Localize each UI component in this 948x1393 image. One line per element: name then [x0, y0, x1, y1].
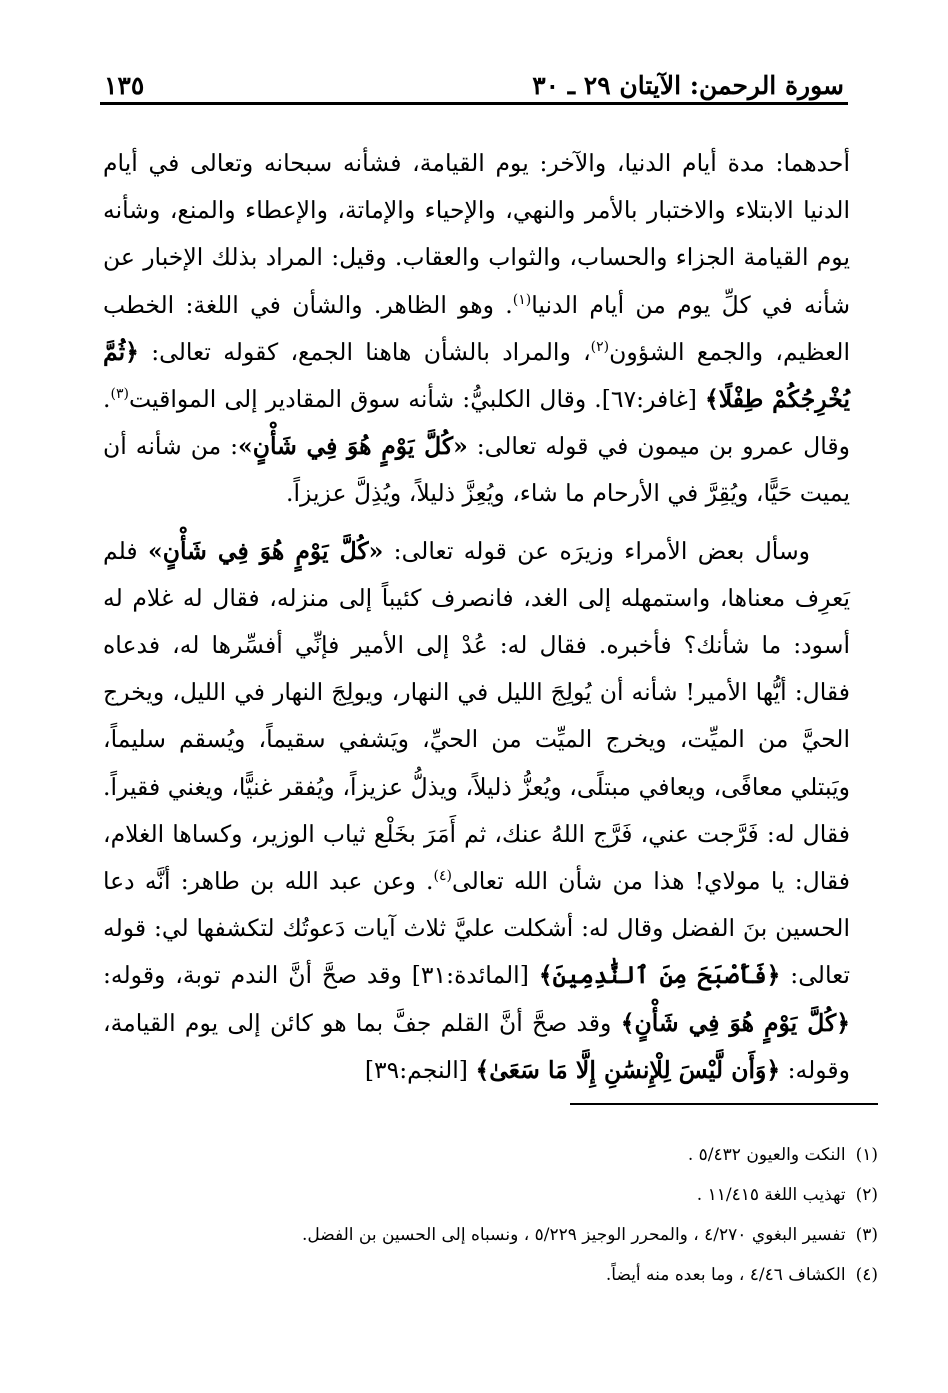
- footnotes: [100, 1140, 878, 1300]
- quran-verse: ﴿كُلَّ يَوْمٍ هُوَ فِي شَأْنٍ﴾: [620, 1008, 850, 1037]
- footnote-number: (٢): [855, 1185, 878, 1205]
- footnote-number: (٣): [855, 1225, 878, 1245]
- footnote-ref: (٤): [433, 868, 452, 885]
- text-span: وسأل بعض الأمراء وزيرَه عن قوله تعالى:: [393, 536, 810, 565]
- footnote-text: الكشاف ٤/٤٦ ، وما بعده منه أيضاً.: [605, 1265, 846, 1285]
- footnote-item: [100, 1140, 878, 1180]
- paragraph-1: [103, 140, 850, 518]
- text-span: : من شأنه أن يميت حَيًّا، ويُقِرَّ في الأرحام ما شاء، ويُعِزَّ ذليلاً، ويُذِلَّ عزيزاً.: [103, 432, 850, 508]
- page-number: ١٣٥: [104, 71, 145, 100]
- text-span: [غافر:٦٧]. وقال الكلبيُّ: شأنه سوق المقادير إلى المواقيت: [128, 385, 697, 414]
- footnote-ref: (٢): [590, 338, 610, 355]
- paragraph-2: [103, 528, 850, 1094]
- footnote-rule: [570, 1103, 878, 1105]
- text-span: . وعن عبد الله بن طاهر: أنَّه دعا الحسين بنَ الفضل وقال له: أشكلت عليَّ ثلاث آيات دَعوتُك لتكشفها لي: قوله تعالى:: [103, 867, 850, 990]
- quran-quote: «كُلَّ يَوْمٍ هُوَ فِي شَأْنٍ»: [238, 432, 468, 461]
- text-span: . وهو الظاهر. والشأن في اللغة: الخطب العظيم، والجمع الشؤون: [103, 290, 850, 366]
- text-span: ، والمراد بالشأن هاهنا الجمع، كقوله تعالى:: [151, 337, 591, 366]
- footnote-ref: (٣): [110, 386, 129, 403]
- text-span: أحدهما: مدة أيام الدنيا، والآخر: يوم القيامة، فشأنه سبحانه وتعالى في أيام الدنيا الابتلاء والاختبار بالأمر والنهي، والإحياء والإماتة، والإعطاء والمنع، وشأنه يوم القيامة الجزاء والحساب، والثواب والعقاب. وقيل: المراد بذلك الإخبار عن شأنه في كلِّ يوم من أيام الدنيا: [103, 149, 851, 319]
- footnote-number: (١): [855, 1145, 878, 1165]
- footnote-item: [100, 1220, 878, 1260]
- text-span: وقد صحَّ أنَّ القلم جفَّ بما هو كائن إلى يوم القيامة، وقوله:: [103, 1008, 850, 1084]
- footnote-number: (٤): [855, 1265, 878, 1285]
- quran-verse: ﴿فَأَصْبَحَ مِنَ ٱلنَّٰدِمِينَ﴾: [538, 961, 781, 990]
- footnote-item: [100, 1260, 878, 1300]
- surah-title: سورة الرحمن: الآيتان ٢٩ ـ ٣٠: [532, 71, 844, 100]
- footnote-text: تهذيب اللغة ١١/٤١٥ .: [696, 1185, 846, 1205]
- text-span: فلم يَعرِف معناها، واستمهله إلى الغد، فانصرف كئيباً إلى منزله، فقال له غلام له أسود: ما شأنك؟ فأخبره. فقال له: عُدْ إلى الأمير فإنِّي أفسِّرها له، فدعاه فقال: أيُّها الأمير! شأنه أن يُولِجَ الليل في النهار، ويولِجَ النهار في الليل، ويخرج الحيَّ من الميِّت، ويخرج الميِّت من الحيِّ، ويَشفي سقيماً، ويُسقم سليماً، ويَبتلي معافًى، ويعافي مبتلًى، ويُعزُّ ذليلاً، ويذلُّ عزيزاً، ويُفقر غنيًّا، ويغني فقيراً. فقال له: فَرَّجت عني، فَرَّج اللهُ عنك، ثم أَمَرَ بخَلْع ثياب الوزير، وكساها الغلام، فقال: يا مولاي! هذا من شأن الله تعالى: [103, 536, 850, 896]
- quran-quote: «كُلَّ يَوْمٍ هُوَ فِي شَأْنٍ»: [148, 536, 384, 565]
- footnote-ref: (١): [512, 291, 532, 308]
- footnote-text: تفسير البغوي ٤/٢٧٠ ، والمحرر الوجيز ٥/٢٢٩ ، ونسباه إلى الحسين بن الفضل.: [301, 1225, 846, 1245]
- quran-verse: ﴿ثُمَّ يُخْرِجُكُمْ طِفْلًا﴾: [103, 337, 850, 414]
- header-rule: [100, 102, 848, 105]
- footnote-text: النكت والعيون ٥/٤٣٢ .: [687, 1145, 846, 1165]
- page-header: [104, 62, 844, 100]
- text-span: [النجم:٣٩]: [364, 1055, 468, 1084]
- body-text: [103, 140, 850, 1104]
- text-span: [المائدة:٣١] وقد صحَّ أنَّ الندم توبة، وقوله:: [103, 961, 529, 990]
- footnote-item: [100, 1180, 878, 1220]
- quran-verse: ﴿وَأَن لَّيْسَ لِلْإِنسَٰنِ إِلَّا مَا سَعَىٰ﴾: [475, 1055, 781, 1084]
- text-span: . وقال عمرو بن ميمون في قوله تعالى:: [103, 385, 850, 461]
